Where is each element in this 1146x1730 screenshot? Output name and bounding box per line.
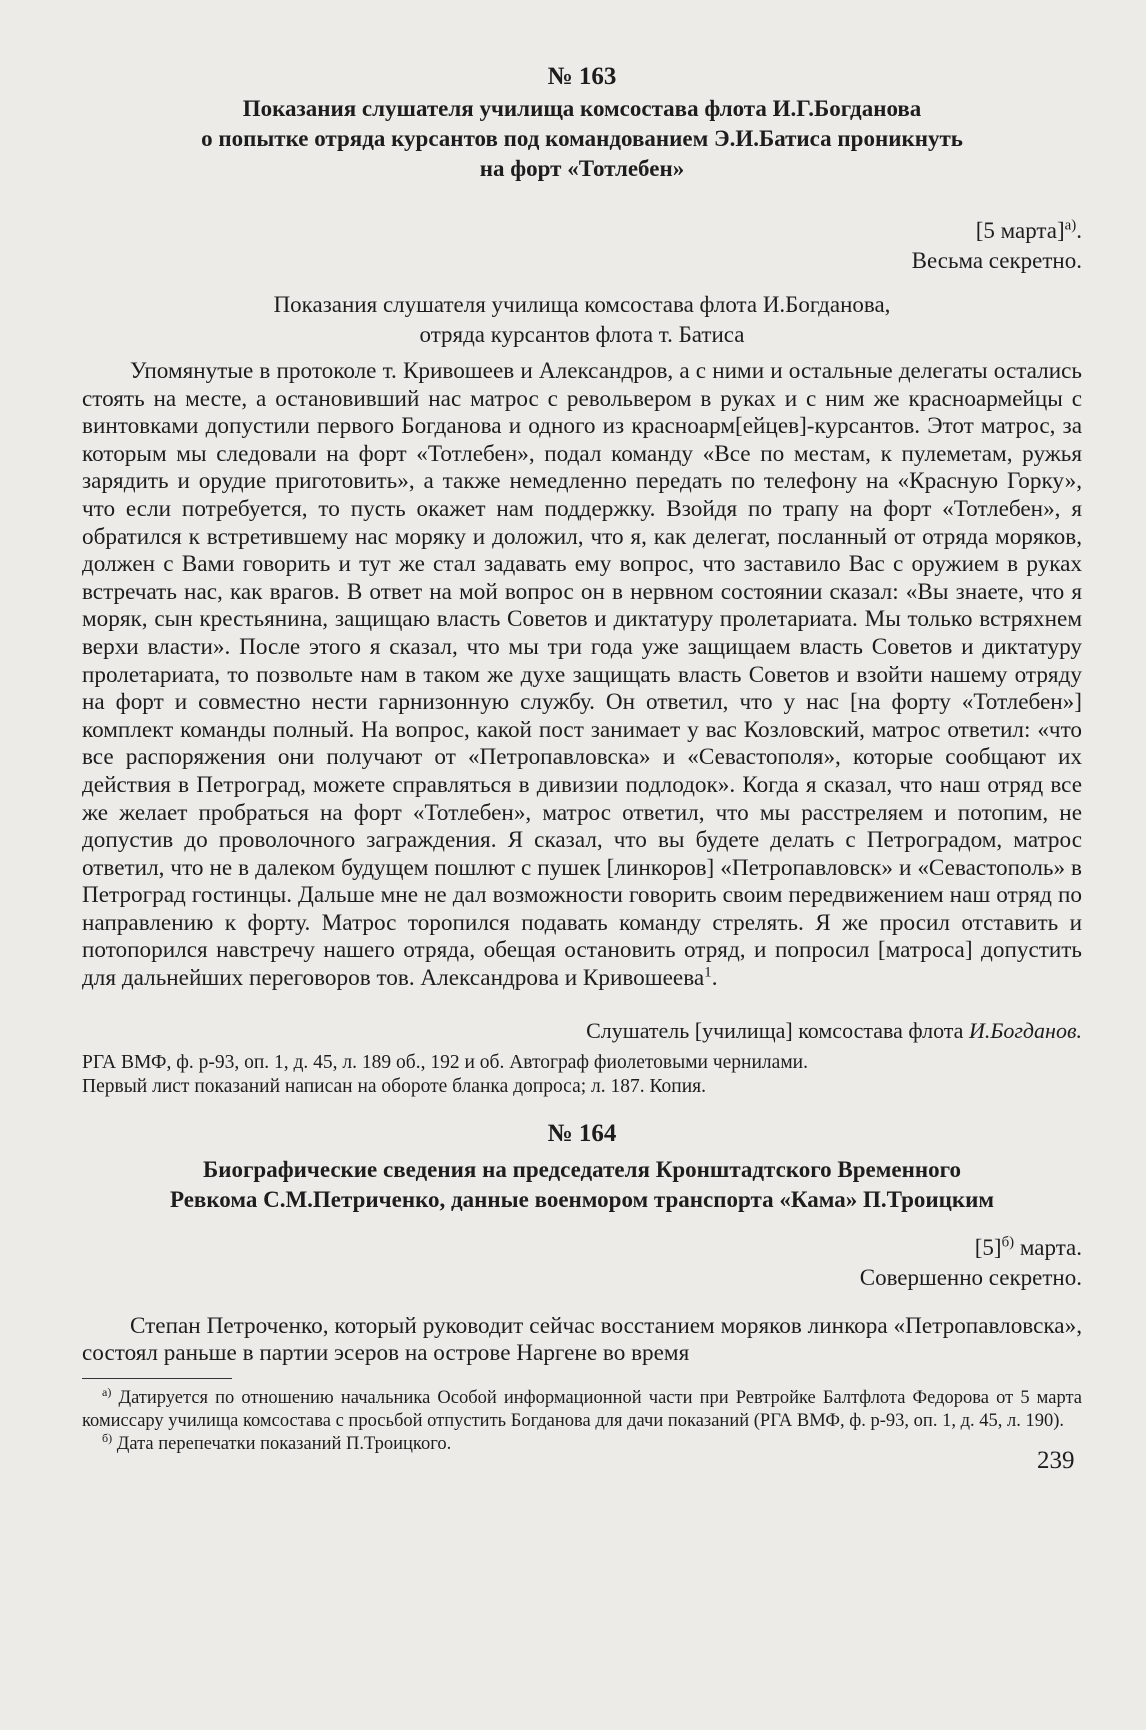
document-page — [82, 60, 1082, 1456]
doc163-signature: Слушатель [училища] комсостава флота И.Богданов. — [586, 1017, 1082, 1043]
doc163-title-line-1: Показания слушателя училища комсостава флота И.Г.Богданова — [242, 96, 922, 121]
footnote-a: $^{а)}$ Датируется по отношению начальника Особой информационной части при Ревтройке Балтфлота Федорова от 5 марта комиссару училища комсостава с просьбой отпустить Богданова для дачи показаний (РГА ВМФ, ф. р-93, оп. 1, д. 45, л. 190). — [82, 1384, 1082, 1431]
doc163-source-line-2: Первый лист показаний написан на обороте бланка допроса; л. 187. Копия. — [82, 1075, 707, 1097]
doc163-body: Упомянутые в протоколе т. Кривошеев и Александров, а с ними и остальные делегаты остались стоять на месте, а остановивший нас матрос с револьвером в руках и с ним же красноармейцы с винтовками допустили первого Богданова и одного из красноарм[ейцев]-курсантов. Этот матрос, за которым мы следовали на форт «Тотлебен», подал команду «Все по местам, к пулеметам, ружья зарядить и орудие приготовить», а также немедленно передать по телефону на «Красную Горку», что если потребуется, то пусть окажет нам поддержку. Взойдя по трапу на форт «Тотлебен», я обратился к встретившему нас моряку и доложил, что я, как делегат, посланный от отряда моряков, должен с Вами говорить и тут же стал задавать ему вопрос, что заставило Вас с оружием в руках встречать нас, как врагов. В ответ на мой вопрос он в нервном состоянии сказал: «Вы знаете, что я моряк, сын крестьянина, защищаю власть Советов и диктатуру пролетариата. Мы только встряхнем верхи власти». После этого я сказал, что мы три года уже защищаем власть Советов и диктатуру пролетариата, то позвольте нам в таком же духе защищать власть Советов и взойти нашему отряду на форт и совместно нести гарнизонную службу. Он ответил, что у нас [на форту «Тотлебен»] комплект команды полный. На вопрос, какой пост занимает у вас Козловский, матрос ответил: «что все распоряжения они получают от «Петропавловска» и «Севастополя», которые сообщают их действия в Петроград, можете справляться в дивизии подлодок». Когда я сказал, что наш отряд все же желает пробраться на форт «Тотлебен», матрос ответил, что мы расстреляем и потопим, не допустив до проволочного заграждения. Я сказал, что вы будете делать с Петроградом, матрос ответил, что не в далеком будущем пошлют с пушек [линкоров] «Петропавловск» и «Севастополь» в Петроград гостинцы. Дальше мне не дал возможности говорить своим передвижением наш отряд по направлению к форту. Матрос торопился подавать команду стрелять. Я же просил отставить и потопорился навстречу нашего отряда, обещая остановить отряд, и попросил [матроса] допустить для дальнейших переговоров тов. Александрова и Кривошеева$^1$. — [82, 358, 1082, 992]
doc163-title-line-2: о попытке отряда курсантов под командованием Э.И.Батиса проникнуть — [201, 126, 963, 151]
doc163-number: № 163 — [547, 63, 617, 90]
doc164-secrecy: Совершенно секретно. — [859, 1264, 1082, 1290]
doc164-body: Степан Петроченко, который руководит сейчас восстанием моряков линкора «Петропавловска», состоял раньше в партии эсеров на острове Наргене во время — [82, 1312, 1082, 1367]
doc164-title-line-2: Ревкома С.М.Петриченко, данные военмором транспорта «Кама» П.Троицким — [169, 1186, 995, 1212]
page-number: 239 — [1037, 1447, 1075, 1474]
doc163-subtitle-line-2: отряда курсантов флота т. Батиса — [419, 322, 745, 347]
doc164-number: № 164 — [547, 1119, 617, 1147]
doc163-source-line-1: РГА ВМФ, ф. р-93, оп. 1, д. 45, л. 189 об., 192 и об. Автограф фиолетовыми чернилами. — [82, 1051, 808, 1073]
doc163-secrecy: Весьма секретно. — [911, 248, 1082, 273]
footnote-b: $^{б)}$ Дата перепечатки показаний П.Троицкого. — [102, 1430, 452, 1454]
doc164-title-line-1: Биографические сведения на председателя Кронштадтского Временного — [203, 1156, 961, 1182]
doc163-subtitle-line-1: Показания слушателя училища комсостава флота И.Богданова, — [273, 292, 891, 317]
doc164-date: $[5]^{б)}$ марта. — [974, 1234, 1082, 1260]
doc163-title-line-3: на форт «Тотлебен» — [479, 156, 685, 181]
doc163-date: [5 марта]$^{а)}$. — [975, 217, 1082, 243]
footnotes — [82, 1384, 1082, 1456]
